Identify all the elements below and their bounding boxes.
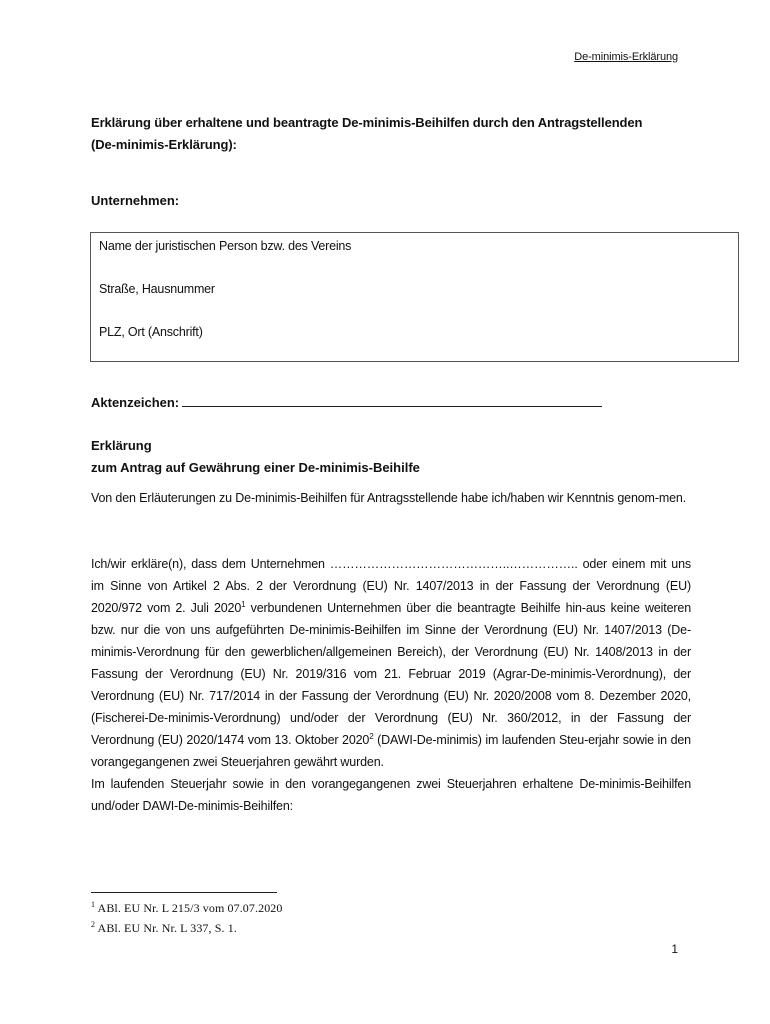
company-street-field[interactable]: Straße, Hausnummer [99,282,215,296]
declaration-body-part-1: Ich/wir erkläre(n), dass dem Unternehmen ……………………………………..…………….. oder einem mit uns im Sinne von Artikel 2 Abs. 2 der Verordnung (EU) Nr. 1407/2013 in der Fassung der Verordnung (EU) 2020/972 vom 2. Juli 2020 [91,557,691,615]
company-name-field[interactable]: Name der juristischen Person bzw. des Vereins [99,239,352,253]
declaration-closing-text: Im laufenden Steuerjahr sowie in den vorangegangenen zwei Steuerjahren erhaltene De-minimis-Beihilfen und/oder DAWI-De-minimis-Beihilfen: [91,777,691,813]
footnote-ref-2[interactable]: 2 [369,731,374,741]
reference-number-label: Aktenzeichen: [91,395,180,410]
declaration-intro-paragraph: Von den Erläuterungen zu De-minimis-Beihilfen für Antragsstellende habe ich/haben wir Kenntnis genom-men. [91,491,687,505]
document-title-line-1: Erklärung über erhaltene und beantragte De-minimis-Beihilfen durch den Antragstellenden [91,115,643,130]
footnote-ref-1[interactable]: 1 [241,599,246,609]
footnote-separator [91,892,277,893]
document-title [91,112,691,156]
declaration-body-part-3: (DAWI-De-minimis) im laufenden Steu-erjahr sowie in den vorangegangenen zwei Steuerjahren gewährt wurden. [91,733,691,769]
footnote-2-marker: 2 [91,920,96,929]
footnote-1-marker: 1 [91,900,96,909]
page-number: 1 [671,942,678,956]
footnote-1 [91,900,283,916]
declaration-heading [91,435,420,479]
footnote-2-text: ABl. EU Nr. Nr. L 337, S. 1. [95,921,237,935]
company-postal-city-field[interactable]: PLZ, Ort (Anschrift) [99,325,203,339]
reference-number-blank-line[interactable] [182,394,602,407]
running-header: De-minimis-Erklärung [574,51,678,63]
declaration-body-paragraph [91,553,691,817]
document-title-line-2: (De-minimis-Erklärung): [91,137,237,152]
declaration-body-part-2: verbundenen Unternehmen über die beantragte Beihilfe hin-aus keine weiteren bzw. nur die von uns aufgeführten De-minimis-Beihilfen im Sinne der Verordnung (EU) Nr. 1407/2013 (De-minimis-Verordnung für den gewerblichen/allgemeinen Bereich), der Verordnung (EU) Nr. 1408/2013 in der Fassung der Verordnung (EU) Nr. 2019/316 vom 21. Februar 2019 (Agrar-De-minimis-Verordnung), der Verordnung (EU) Nr. 717/2014 in der Fassung der Verordnung (EU) Nr. 2020/2008 vom 8. Dezember 2020, (Fischerei-De-minimis-Verordnung) und/oder der Verordnung (EU) Nr. 360/2012, in der Fassung der Verordnung (EU) 2020/1474 vom 13. Oktober 2020 [91,601,691,747]
declaration-heading-line-1: Erklärung [91,438,152,453]
footnote-2 [91,920,237,936]
company-heading: Unternehmen: [91,193,180,208]
footnote-1-text: ABl. EU Nr. L 215/3 vom 07.07.2020 [95,901,283,915]
company-info-box[interactable] [90,232,739,362]
declaration-heading-line-2: zum Antrag auf Gewährung einer De-minimis-Beihilfe [91,460,420,475]
reference-number-row [91,394,602,410]
